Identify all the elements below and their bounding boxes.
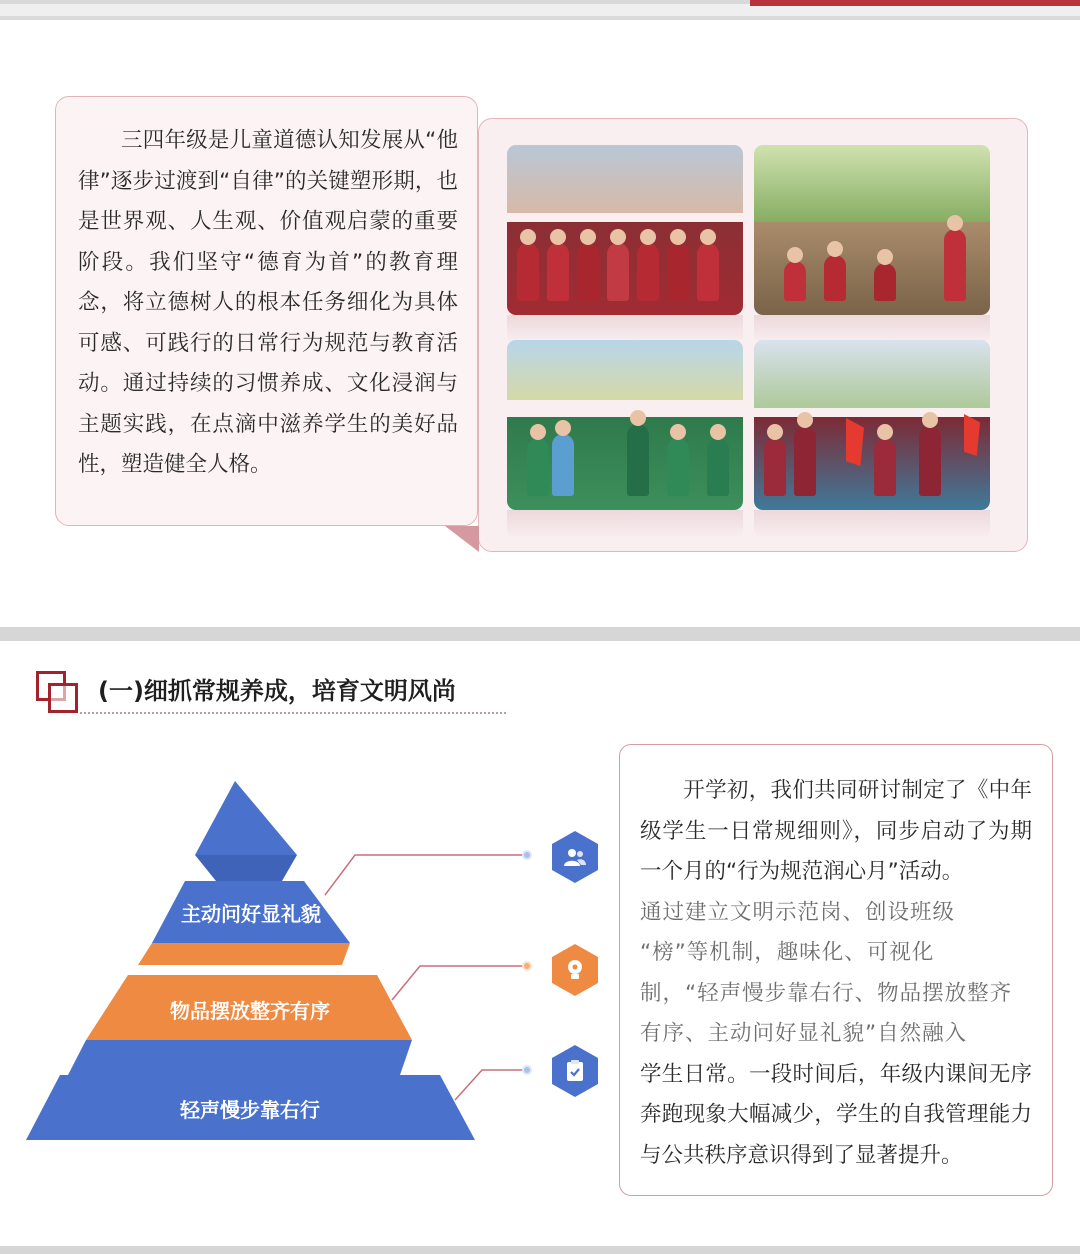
connector-dot (522, 850, 532, 860)
blurred-line: 制，“轻声慢步靠右行、物品摆放整齐 (640, 980, 1013, 1006)
card-fold-decoration (445, 526, 479, 552)
blurred-line: “榜”等机制，趣味化、可视化 (640, 940, 935, 965)
intro-paragraph: 三四年级是儿童道德认知发展从“他律”逐步过渡到“自律”的关键塑形期，也是世界观、人生观、价值观启蒙的重要阶段。我们坚守“德育为首”的教育理念，将立德树人的根本任务细化为具体可感、可践行的日常行为规范与教育活动。通过持续的习惯养成、文化浸润与主题实践，在点滴中滋养学生的美好品性，塑造健全人格。 (78, 128, 458, 477)
rules-paragraph (640, 771, 1032, 1176)
bottom-bar (0, 1246, 1080, 1254)
blurred-line: 通过建立文明示范岗、创设班级 (640, 899, 956, 925)
section-title: (一)细抓常规养成，培育文明风尚 (98, 677, 456, 705)
blurred-line: 有序、主动问好显礼貌”自然融入 (640, 1021, 968, 1046)
tier-label-walk: 轻声慢步靠右行 (180, 1098, 320, 1122)
connector-dot (522, 961, 532, 971)
rules-paragraph-end: 学生日常。一段时间后，年级内课间无序奔跑现象大幅减少，学生的自我管理能力与公共秩序意识得到了显著提升。 (640, 1061, 1032, 1168)
intro-card (55, 96, 478, 526)
rules-card (619, 744, 1053, 1196)
tier-label-greeting: 主动问好显礼貌 (181, 902, 321, 926)
connector-dot (522, 1065, 532, 1075)
rules-paragraph-start: 开学初，我们共同研讨制定了《中年级学生一日常规细则》，同步启动了为期一个月的“行为规范润心月”活动。 (640, 778, 1032, 884)
tier-label-tidy: 物品摆放整齐有序 (170, 999, 330, 1023)
